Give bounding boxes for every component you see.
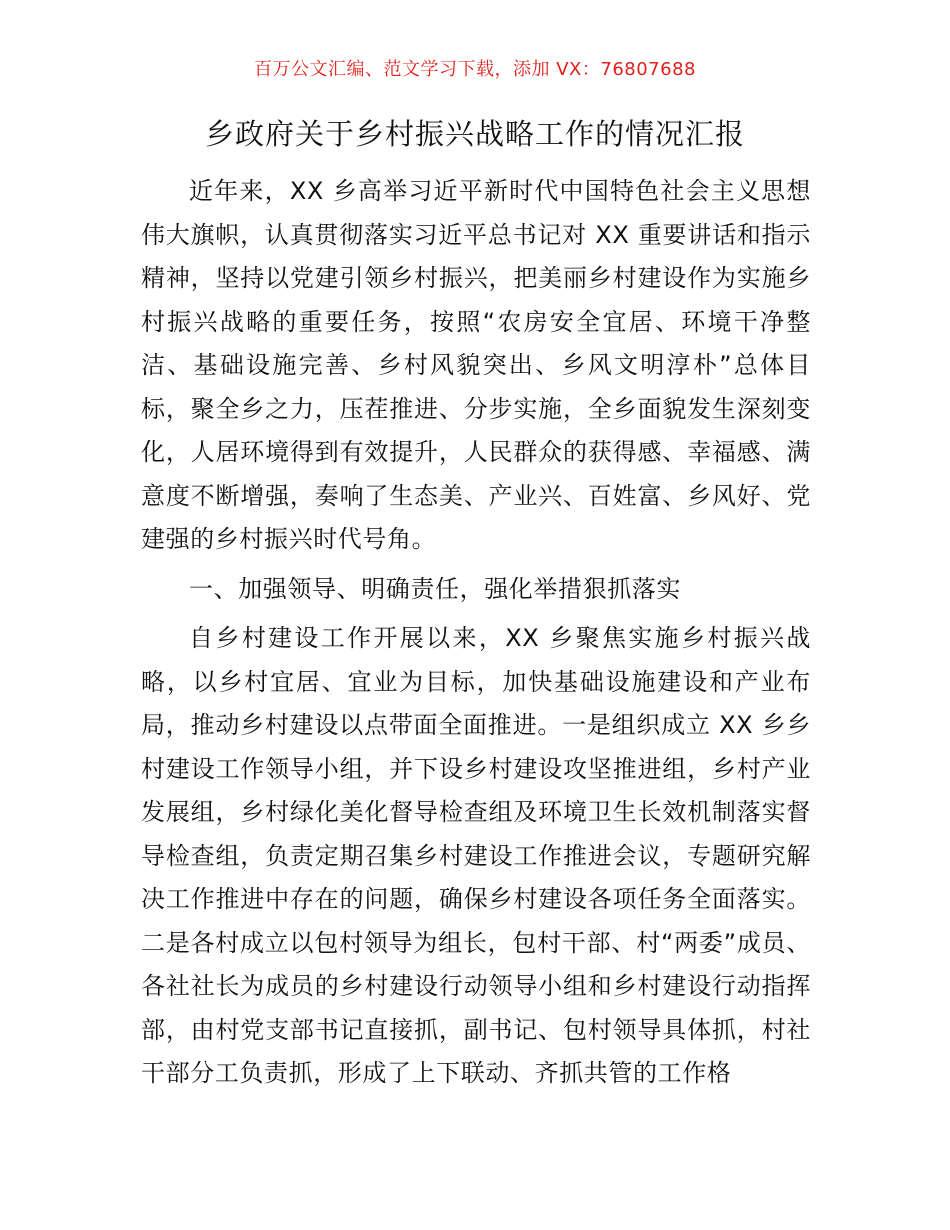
section-1-heading: 一、加强领导、明确责任，强化举措狠抓落实 (189, 574, 681, 603)
intro-paragraph: 近年来，XX 乡高举习近平新时代中国特色社会主义思想伟大旗帜，认真贯彻落实习近平总书记对 XX 重要讲话和指示精神，坚持以党建引领乡村振兴，把美丽乡村建设作为实施乡村振兴战略的重要任务，按照“农房安全宜居、环境干净整洁、基础设施完善、乡村风貌突出、乡风文明淳朴”总体目标，聚全乡之力，压茬推进、分步实施，全乡面貌发生深刻变化，人居环境得到有效提升，人民群众的获得感、幸福感、满意度不断增强，奏响了生态美、产业兴、百姓富、乡风好、党建强的乡村振兴时代号角。 (141, 177, 811, 553)
section-1-paragraph: 自乡村建设工作开展以来，XX 乡聚焦实施乡村振兴战略，以乡村宜居、宜业为目标，加快基础设施建设和产业布局，推动乡村建设以点带面全面推进。一是组织成立 XX 乡乡村建设工作领导小组，并下设乡村建设攻坚推进组，乡村产业发展组，乡村绿化美化督导检查组及环境卫生长效机制落实督导检查组，负责定期召集乡村建设工作推进会议，专题研究解决工作推进中存在的问题，确保乡村建设各项任务全面落实。二是各村成立以包村领导为组长，包村干部、村“两委”成员、各社社长为成员的乡村建设行动领导小组和乡村建设行动指挥部，由村党支部书记直接抓，副书记、包村领导具体抓，村社干部分工负责抓，形成了上下联动、齐抓共管的工作格 (141, 624, 811, 1087)
header-watermark: 百万公文汇编、范文学习下载，添加 VX：76807688 (254, 59, 696, 80)
document-body (141, 170, 811, 1096)
document-title: 乡政府关于乡村振兴战略工作的情况汇报 (204, 117, 745, 151)
